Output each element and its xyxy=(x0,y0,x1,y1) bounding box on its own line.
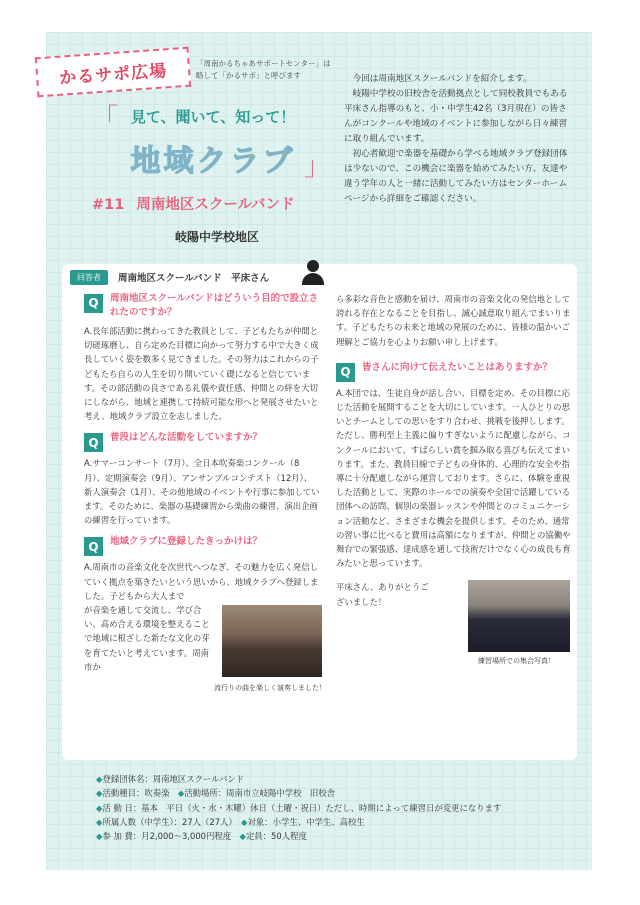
q-icon: Q xyxy=(84,294,103,313)
club-info xyxy=(96,772,576,843)
info-line: ◆活動種目：吹奏楽 ◆活動場所：周南市立岐陽中学校 旧校舎 xyxy=(96,788,336,799)
respondent-badge: 回答者 xyxy=(70,270,108,285)
question-text: 皆さんに向けて伝えたいことはありますか？ xyxy=(362,361,553,373)
diamond-icon: ◆ xyxy=(239,831,246,842)
intro-paragraph: 今回は周南地区スクールバンドを紹介します。 xyxy=(352,74,532,84)
issue-title: 周南地区スクールバンド xyxy=(136,197,295,213)
info-line: ◆所属人数（中学生）：27人（27人） ◆対象：小学生、中学生、高校生 xyxy=(96,816,365,827)
interview-column-right xyxy=(336,292,572,664)
page-title: 地域クラブ xyxy=(130,144,296,179)
interview-card xyxy=(62,264,577,760)
subtitle: 見て、聞いて、知って！ xyxy=(130,108,296,126)
answer-text: A.本団では、生徒自身が話し合い、目標を定め、その目標に応じた活動を展開することを大切にしています。一人ひとりの思いとチームとしての思いをすり合わせ、挑戦を後押しします。ただし、勝利至上主義に偏りすぎないように配慮しながら、コンクールにおいて、すばらしい賞を掴み取る喜びも伝えてまいります。また、教員目線で子どもの身体的、心理的な安全や指導に十分配慮しながら運営しております。さらに、体験を重視した活動として、実際のホールでの演奏や全国で活躍している団体への訪問、個別の楽器レッスンや仲間とのコミュニケーション活動など、さまざまな機会を提供します。そのため、通常の習い事に比べると費用は高額になりますが、仲間との協働や舞台での緊張感、達成感を通して技術だけでなく心の成長も育みたいと思っています。 xyxy=(336,387,571,569)
intro-text xyxy=(344,72,569,207)
answer-text: ら多彩な音色と感動を届け、周南市の音楽文化の発信地として誇れる存在となることを目指し、誠心誠意取り組んでまいります。子どもたちの未来と地域の発展のために、皆様の温かいご理解とご協力を心よりお願い申し上げます。 xyxy=(336,294,571,347)
photo-row-left xyxy=(84,603,326,695)
question-block xyxy=(84,292,320,423)
info-line: ◆活 動 日：基本 平日（火・水・木曜）休日（土曜・祝日）ただし、時期によって練習日が変更になります xyxy=(96,802,502,813)
question-text: 周南地区スクールバンドはどういう目的で設立されたのですか？ xyxy=(110,293,319,318)
q-icon: Q xyxy=(84,537,103,556)
school-district: 岐陽中学校地区 xyxy=(174,230,259,244)
photo-caption-left: 流行りの曲を楽しく演奏しました！ xyxy=(214,684,326,693)
answer-text: A.長年部活動に携わってきた教員として、子どもたちが仲間と切磋琢磨し、自ら定めた目標に向かって努力する中で大きく成長していく姿を数多く見てきました。その努力はこれからの子どもたち自らの人生を切り開いていく礎になると信じています。その部活動の良さである礼儀や責任感、仲間との絆を大切にしながら、地域と連携して持続可能な形へと発展させたいと考え、地域クラブ設立を志しました。 xyxy=(84,326,319,422)
issue-heading xyxy=(92,193,342,214)
person-icon xyxy=(302,260,324,286)
diamond-icon: ◆ xyxy=(96,774,103,784)
interview-column-left xyxy=(84,292,326,703)
q-icon: Q xyxy=(336,363,355,382)
intro-paragraph: 岐陽中学校の旧校舎を活動拠点として同校教員でもある平床さん指導のもと、小・中学生42名（3月現在）の皆さんがコンクールや地域のイベントに参加しながら日々練習に取り組んでいます。 xyxy=(344,89,568,144)
intro-paragraph: 初心者歓迎で楽器を基礎から学べる地域クラブ登録団体は少ないので、この機会に楽器を始めてみたい方、友達や違う学年の人と一緒に活動してみたい方はセンターホームページから詳細をご確認ください。 xyxy=(344,149,568,204)
diamond-icon: ◆ xyxy=(177,788,185,799)
logo-note: 「周南かるちゃあサポートセンター」は略して「かるサポ」と呼びます xyxy=(196,59,331,80)
diamond-icon: ◆ xyxy=(96,816,103,827)
title-bracket-open: 「 xyxy=(92,104,119,134)
answer-text: が音楽を通して交流し、学び合い、高め合える環境を整えることで地域に根ざした新たな文化の芽を育てたいと考えています。周南市か xyxy=(84,605,210,672)
diamond-icon: ◆ xyxy=(96,831,103,842)
info-line: ◆登録団体名：周南地区スクールバンド xyxy=(96,774,245,784)
question-block xyxy=(84,431,320,527)
title-bracket-close: 」 xyxy=(304,152,331,182)
info-line: ◆参 加 費：月2,000～3,000円程度 ◆定員：50人程度 xyxy=(96,831,307,842)
issue-number: #11 xyxy=(92,197,125,213)
answer-text: A.サマーコンサート（7月）、全日本吹奏楽コンクール（8月）、定期演奏会（9月）、アンサンブルコンテスト（12月）、新人演奏会（1月）、その他地域のイベントや行事に参加しています。そのために、楽器の基礎練習から楽曲の練習、演出企画の練習を行っています。 xyxy=(84,458,320,526)
band-performance-photo xyxy=(222,605,322,677)
question-text: 普段はどんな活動をしていますか？ xyxy=(110,432,263,444)
q-icon: Q xyxy=(84,433,103,452)
diamond-icon: ◆ xyxy=(96,802,103,813)
logo-text: かるサポ広場 xyxy=(58,60,168,89)
photo-row-right xyxy=(336,580,572,664)
respondent-name: 周南地区スクールバンド 平床さん xyxy=(118,273,270,284)
question-block xyxy=(336,361,572,571)
group-photo xyxy=(468,580,570,652)
question-block xyxy=(84,535,326,695)
answer-text: A.周南市の音楽文化を次世代へつなぎ、その魅力を広く発信していく拠点を築きたいという思いから、地域クラブへ登録しました。子どもから大人まで xyxy=(84,562,319,601)
diamond-icon: ◆ xyxy=(96,788,103,799)
thanks-text: 平床さん、ありがとうございました！ xyxy=(336,582,429,607)
question-text: 地域クラブに登録したきっかけは？ xyxy=(110,536,263,548)
diamond-icon: ◆ xyxy=(241,816,248,827)
photo-caption-right: 練習場所での集合写真！ xyxy=(478,657,555,666)
